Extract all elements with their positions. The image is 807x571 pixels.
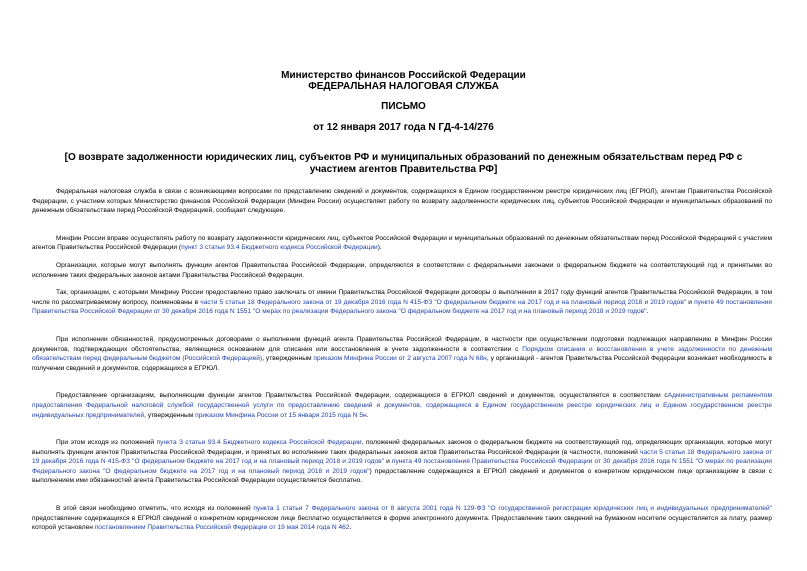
document-link[interactable]: пункте 49 постановления Правительства Российской Федерации от 30 декабря 2016 года N 1551 "О мерах по реализации Федерального закона "О федеральном бюджете на 2017 год и на плановый период 2018 и 2019 годов"	[32, 298, 772, 316]
service-name: ФЕДЕРАЛЬНАЯ НАЛОГОВАЯ СЛУЖБА	[308, 81, 499, 92]
document-link[interactable]: Административным регламентом предоставления Федеральной налоговой службой государственной услуги по предоставлению сведений и документов, содержащихся в Едином государственном реестре юридических лиц и Едином государственном реестре индивидуальных предпринимателей	[32, 392, 773, 419]
paragraph-text: предоставление содержащихся в ЕГРЮЛ сведений о конкретном юридическом лице бесплатно осуществляется в форме электронного документа. Предоставление таких сведений на бумажном носителе осуществляется за плату, размер которой установлен	[32, 514, 772, 532]
document-link[interactable]: приказом Минфина России от 2 августа 2007 года N 68н	[313, 355, 487, 363]
paragraph-4	[32, 288, 772, 317]
paragraph-text: , утвержденным	[144, 411, 196, 419]
paragraph-text: Федеральная налоговая служба в связи с возникающими вопросами по представлению сведений и документов, содержащихся в Едином государственном реестре юридических лиц (ЕГРЮЛ), агентам Правительства Российской Федерации, с участием которых Министерство финансов Российской Федерации (Минфин России) осуществляет работу по возврату задолженности юридических лиц, субъектов Российской Федерации и муниципальных образований по денежным обязательствам перед Российской Федерацией, сообщает следующее.	[32, 188, 772, 215]
paragraph-6	[32, 391, 772, 420]
document-title: [О возврате задолженности юридических лиц, субъектов РФ и муниципальных образований по денежным обязательствам перед РФ с участием агентов Правительства РФ]	[64, 152, 743, 175]
paragraph-7	[32, 438, 772, 486]
document-link[interactable]: пункта 1 статьи 7 Федерального закона от 8 августа 2001 года N 129-ФЗ "О государственной регистрации юридических лиц и индивидуальных предпринимателей"	[253, 505, 772, 513]
paragraph-text: При исполнении обязанностей, предусмотренных договорами о выполнении функций агента Правительства Российской Федерации, в частности при осуществлении подготовки подлежащих направлению в Минфин России документов, подтверждающих обстоятельства, являющиеся основанием для списания или восстановления в учете задолженности в соответствии с	[32, 335, 772, 353]
paragraph-text: ).	[377, 244, 382, 252]
document-header	[0, 70, 807, 92]
document-type: ПИСЬМО	[381, 101, 426, 112]
document-link[interactable]: части 5 статьи 18 Федерального закона от 19 декабря 2016 года N 415-ФЗ "О федеральном бюджете на 2017 год и на плановый период 2018 и 2019 годов"	[200, 298, 687, 306]
paragraph-text: Предоставление организациям, выполняющим функции агентов Правительства Российской Федерации, содержащихся в ЕГРЮЛ сведений и документов, осуществляется в соответствии с	[56, 392, 668, 400]
paragraph-text: и	[686, 298, 695, 306]
paragraph-text: Организации, которые могут выполнять функции агентов Правительства Российской Федерации, определяются в соответствии с федеральными законами о федеральном бюджете на соответствующий год и принятыми во исполнение таких федеральных законов актами Правительства Российской Федерации.	[32, 261, 772, 279]
paragraph-8	[32, 504, 772, 533]
paragraph-text: и	[383, 458, 392, 466]
paragraph-text: Так, организации, с которыми Минфину России предоставлено право заключать от имени Правительства Российской Федерации договоры о выполнении в 2017 году функций агентов Правительства Российской Федерации, в том числе по рассматриваемому вопросу, поименованы в	[32, 289, 772, 306]
document-link[interactable]: приказом Минфина России от 15 января 2015 года N 5н	[195, 411, 367, 419]
document-link[interactable]: пункта 3 статьи 93.4 Бюджетного кодекса Российской Федерации	[156, 439, 362, 447]
paragraph-text: В этой связи необходимо отметить, что исходя из положений	[56, 505, 254, 513]
paragraph-2	[32, 234, 772, 253]
paragraph-text: .	[646, 308, 649, 316]
paragraph-1	[32, 187, 772, 216]
document-link[interactable]: части 5 статьи 18 Федерального закона от 19 декабря 2016 года N 415-ФЗ "О федеральном бюджете на 2017 год и на плановый период 2018 и 2019 годов"	[32, 448, 772, 466]
document-link[interactable]: пункта 49 постановления Правительства Российской Федерации от 30 декабря 2016 года N 1551 "О мерах по реализации Федерального закона "О федеральном бюджете на 2017 год и на плановый период 2018 и 2019 годов"	[32, 458, 772, 475]
paragraph-text: ) предоставление содержащихся в ЕГРЮЛ сведений и документов о конкретном юридическом лице организациям в связи с выполнением ими обязанностей агента Правительства Российской Федерации осуществляется бесплатно.	[32, 467, 772, 485]
paragraph-text: , у организаций - агентов Правительства Российской Федерации возникает необходимость в получении сведений и документов, содержащихся в ЕГРЮЛ.	[32, 355, 772, 372]
document-date-number: от 12 января 2017 года N ГД-4-14/276	[313, 122, 494, 133]
paragraph-text: .	[349, 524, 352, 532]
paragraph-text: При этом исходя из положений	[56, 439, 157, 447]
paragraph-3	[32, 261, 772, 280]
paragraph-text: , утвержденным	[262, 355, 314, 363]
document-link[interactable]: пункт 3 статьи 93.4 Бюджетного кодекса Российской Федерации	[181, 244, 378, 252]
paragraph-text: .	[366, 411, 369, 419]
document-body	[32, 187, 772, 533]
paragraph-5	[32, 335, 772, 373]
ministry-name: Министерство финансов Российской Федерации	[281, 70, 526, 81]
document-link[interactable]: постановлением Правительства Российской Федерации от 19 мая 2014 года N 462	[94, 524, 350, 532]
document-link[interactable]: Порядком списания и восстановления в учете задолженности по денежным обязательствам перед федеральным бюджетом (Российской Федерацией)	[32, 345, 772, 363]
paragraph-text: Минфин России вправе осуществлять работу по возврату задолженности юридических лиц, субъектов Российской Федерации и муниципальных образований по денежным обязательствам перед Российской Федерацией с участием агентов Правительства Российской Федерации (	[32, 234, 772, 252]
paragraph-text: , положений федеральных законов о федеральном бюджете на соответствующий год, определяющих организации, которые могут выполнять функции агентов Правительства Российской Федерации, и принятых во исполнение таких федеральных законов актов Правительства Российской Федерации (в частности, положений	[32, 439, 773, 456]
